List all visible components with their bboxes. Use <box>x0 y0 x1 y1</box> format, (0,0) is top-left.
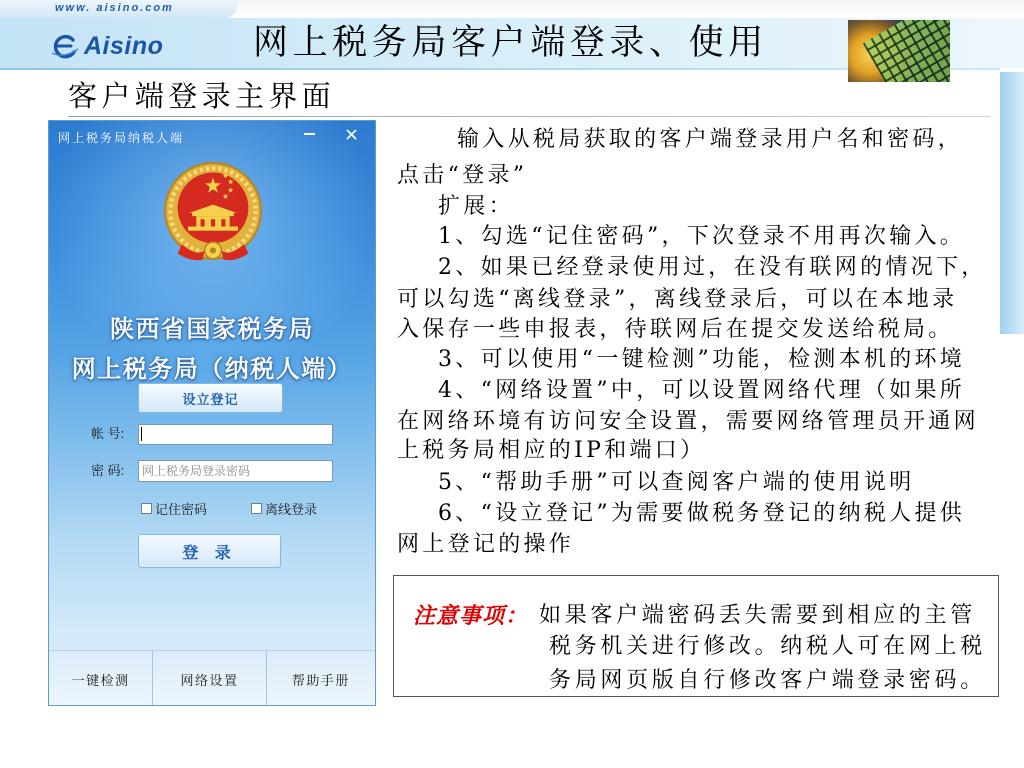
instruction-line: 网上登记的操作 <box>397 532 575 557</box>
instruction-line: 上税务局相应的IP和端口） <box>397 438 706 463</box>
password-label: 密 码: <box>91 463 125 478</box>
minimize-icon <box>304 133 315 135</box>
notice-line: 务局网页版自行修改客户端登录密码。 <box>549 668 986 693</box>
remember-password-checkbox[interactable] <box>141 499 207 518</box>
offline-login-label: 离线登录 <box>265 502 318 517</box>
section-subtitle: 客户端登录主界面 <box>68 81 336 113</box>
site-url-tab <box>0 0 238 19</box>
instruction-line: 可以勾选“离线登录”，离线登录后，可以在本地录 <box>397 287 958 312</box>
notice-line: 税务机关进行修改。纳税人可在网上税 <box>549 634 986 659</box>
instruction-line: 6、“设立登记”为需要做税务登记的纳税人提供 <box>438 501 966 526</box>
org-name-line2: 网上税务局（纳税人端） <box>71 356 353 383</box>
window-title: 网上税务局纳税人端 <box>58 131 185 145</box>
checkbox-icon <box>141 503 152 514</box>
account-label: 帐 号: <box>91 426 125 441</box>
instruction-line: 输入从税局获取的客户端登录用户名和密码， <box>457 127 964 152</box>
instruction-line: 4、“网络设置”中，可以设置网络代理（如果所 <box>438 378 966 403</box>
instructions-text <box>390 0 1000 570</box>
instruction-line: 3、可以使用“一键检测”功能，检测本机的环境 <box>438 347 966 372</box>
text-cursor <box>141 427 142 441</box>
instruction-line: 在网络环境有访问安全设置，需要网络管理员开通网 <box>397 409 979 434</box>
instruction-line: 扩展： <box>438 194 514 219</box>
remember-password-label: 记住密码 <box>155 502 208 517</box>
page-title: 网上税务局客户端登录、使用 <box>253 23 768 62</box>
account-field-wrapper <box>138 424 333 445</box>
toolbar-item-one-click-check[interactable]: 一键检测 <box>49 651 153 706</box>
login-window-screenshot <box>48 120 376 706</box>
site-url: www. aisino.com <box>55 2 174 14</box>
instruction-line: 入保存一些申报表，待联网后在提交发送给税局。 <box>397 317 954 342</box>
notice-line: 如果客户端密码丢失需要到相应的主管 <box>539 603 976 628</box>
offline-login-checkbox[interactable] <box>251 499 317 518</box>
toolbar-item-network-settings[interactable]: 网络设置 <box>153 651 266 706</box>
close-icon <box>346 129 357 140</box>
login-button[interactable]: 登 录 <box>138 534 281 568</box>
password-input[interactable] <box>138 460 333 482</box>
instruction-line: 5、“帮助手册”可以查阅客户端的使用说明 <box>438 470 915 495</box>
register-button[interactable]: 设立登记 <box>138 383 283 413</box>
account-input[interactable] <box>138 424 333 445</box>
instruction-line: 2、如果已经登录使用过，在没有联网的情况下， <box>438 255 987 280</box>
checkbox-icon <box>251 503 262 514</box>
close-button[interactable] <box>341 125 361 143</box>
bottom-toolbar <box>49 650 375 706</box>
instruction-line: 1、勾选“记住密码”，下次登录不用再次输入。 <box>438 224 966 249</box>
org-name-line1: 陕西省国家税务局 <box>110 316 314 343</box>
right-accent-bar <box>1000 72 1024 334</box>
aisino-logo <box>50 30 163 62</box>
toolbar-item-help-manual[interactable]: 帮助手册 <box>291 672 350 688</box>
national-emblem-icon <box>161 161 265 265</box>
logo-text: Aisino <box>84 31 164 60</box>
notice-label: 注意事项： <box>413 603 529 629</box>
instruction-line: 点击“登录” <box>397 163 528 188</box>
notice-box <box>393 575 999 697</box>
aisino-logo-icon <box>50 33 80 59</box>
minimize-button[interactable] <box>299 125 319 143</box>
